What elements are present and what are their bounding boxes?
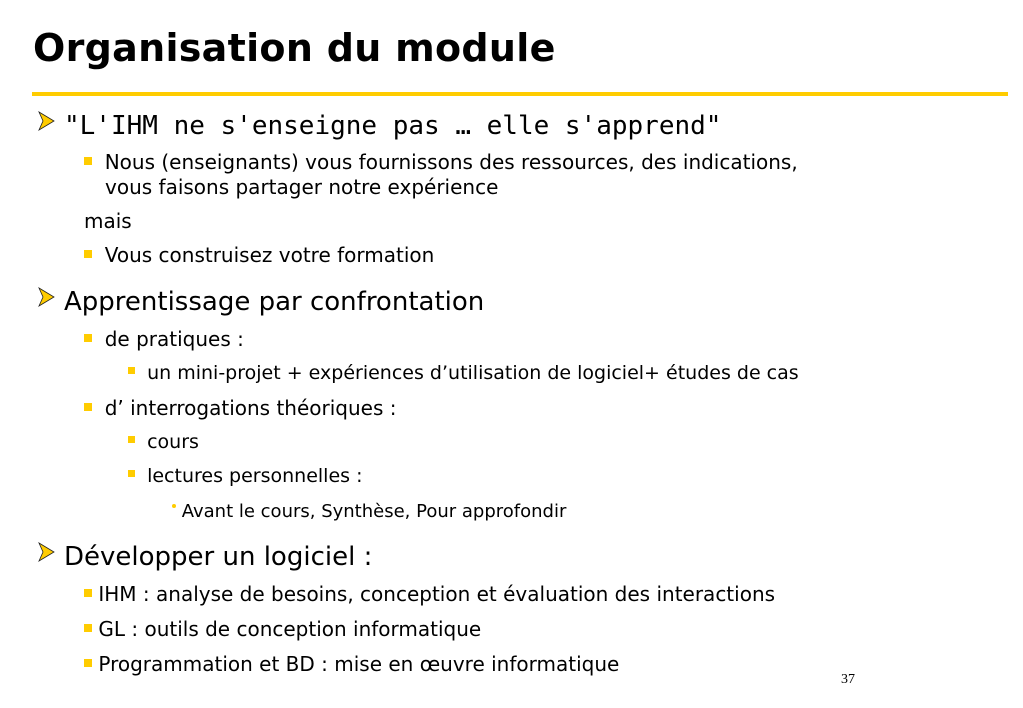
list-item-text: IHM : analyse de besoins, conception et évaluation des interactions xyxy=(98,582,776,606)
plain-text-label: mais xyxy=(84,209,132,233)
list-item xyxy=(84,329,244,349)
title-underline xyxy=(32,92,1008,96)
list-item xyxy=(172,503,566,521)
square-bullet-icon xyxy=(84,589,92,597)
list-item xyxy=(84,398,396,418)
list-item xyxy=(84,654,619,674)
list-item-text: d’ interrogations théoriques : xyxy=(104,396,397,420)
section-2-heading-row xyxy=(36,284,484,315)
list-item xyxy=(128,467,362,486)
page-number: 37 xyxy=(841,672,855,687)
square-bullet-icon xyxy=(84,624,92,632)
square-bullet-icon xyxy=(84,250,92,258)
list-item-text: vous faisons partager notre expérience xyxy=(105,175,499,199)
list-item xyxy=(84,152,798,172)
list-item-text: un mini-projet + expériences d’utilisation de logiciel+ études de cas xyxy=(147,362,799,384)
arrow-bullet-icon xyxy=(36,108,64,134)
list-item xyxy=(128,433,199,452)
square-bullet-icon xyxy=(84,334,92,342)
list-item-continuation xyxy=(105,177,498,197)
list-item-text: lectures personnelles : xyxy=(147,465,363,487)
section-1-heading: "L'IHM ne s'enseigne pas … elle s'apprend" xyxy=(64,111,722,141)
square-bullet-icon xyxy=(128,470,135,477)
list-item-text: Programmation et BD : mise en œuvre informatique xyxy=(98,652,620,676)
list-item-text: Vous construisez votre formation xyxy=(104,243,435,267)
list-item xyxy=(84,245,434,265)
dot-bullet-icon xyxy=(172,504,176,508)
list-item-text: GL : outils de conception informatique xyxy=(98,617,482,641)
section-3-heading-row xyxy=(36,539,372,570)
plain-text xyxy=(84,211,132,231)
list-item xyxy=(128,364,799,383)
section-2-heading: Apprentissage par confrontation xyxy=(64,287,485,317)
square-bullet-icon xyxy=(128,367,135,374)
square-bullet-icon xyxy=(128,436,135,443)
arrow-bullet-icon xyxy=(36,284,64,310)
list-item-text: Avant le cours, Synthèse, Pour approfondir xyxy=(181,501,567,522)
section-3-heading: Développer un logiciel : xyxy=(64,542,373,572)
square-bullet-icon xyxy=(84,157,92,165)
section-1-heading-row xyxy=(36,108,721,139)
square-bullet-icon xyxy=(84,403,92,411)
arrow-bullet-icon xyxy=(36,539,64,565)
list-item xyxy=(84,619,481,639)
list-item xyxy=(84,584,775,604)
list-item-text: de pratiques : xyxy=(104,327,244,351)
list-item-text: Nous (enseignants) vous fournissons des ressources, des indications, xyxy=(104,150,798,174)
list-item-text: cours xyxy=(147,431,199,453)
square-bullet-icon xyxy=(84,659,92,667)
slide-title: Organisation du module xyxy=(33,26,556,70)
